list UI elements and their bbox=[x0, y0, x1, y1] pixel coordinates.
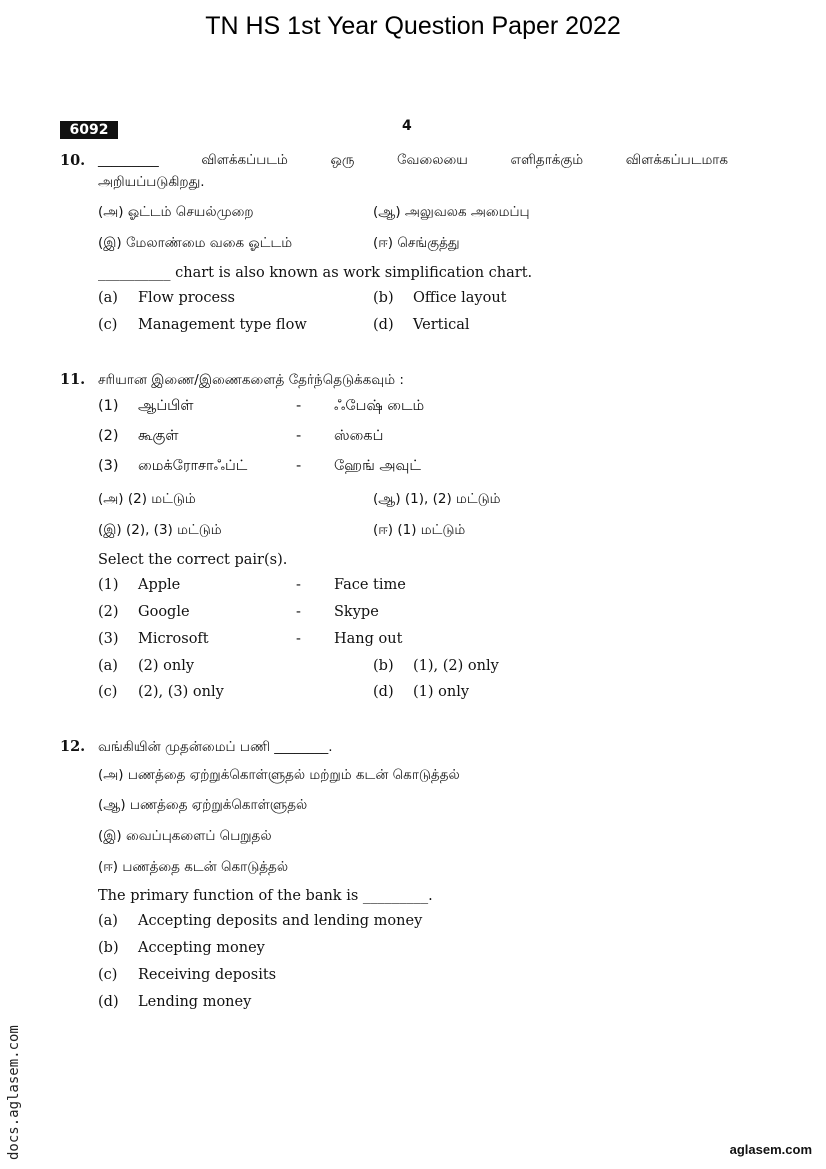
pair-row: (1) Apple - Face time bbox=[98, 577, 406, 593]
side-watermark: docs.aglasem.com bbox=[6, 1025, 22, 1160]
option: (b) Office layout bbox=[373, 290, 507, 306]
tamil-question: வங்கியின் முதன்மைப் பணி ________. bbox=[98, 739, 333, 755]
option: (c) Management type flow bbox=[98, 317, 307, 333]
word: எளிதாக்கும் bbox=[510, 152, 584, 168]
english-question: __________ chart is also known as work simplification chart. bbox=[98, 265, 533, 281]
option: (ஆ) அலுவலக அமைப்பு bbox=[373, 204, 530, 220]
option: (இ) மேலாண்மை வகை ஓட்டம் bbox=[98, 235, 293, 251]
word: விளக்கப்படமாக bbox=[625, 152, 728, 168]
tamil-question: சரியான இணை/இணைகளைத் தேர்ந்தெடுக்கவும் : bbox=[98, 372, 404, 388]
option: (d) (1) only bbox=[373, 684, 470, 700]
english-question: Select the correct pair(s). bbox=[98, 552, 288, 568]
pair-row: (2) Google - Skype bbox=[98, 604, 379, 620]
option: (ஆ) (1), (2) மட்டும் bbox=[373, 491, 501, 507]
option: (இ) வைப்புகளைப் பெறுதல் bbox=[98, 828, 272, 844]
option: (ஈ) (1) மட்டும் bbox=[373, 522, 466, 538]
word: விளக்கப்படம் bbox=[201, 152, 288, 168]
option: (அ) பணத்தை ஏற்றுக்கொள்ளுதல் மற்றும் கடன் கொடுத்தல் bbox=[98, 767, 460, 783]
question-number: 10. bbox=[60, 152, 86, 169]
question-number: 12. bbox=[60, 738, 86, 755]
option: (அ) ஓட்டம் செயல்முறை bbox=[98, 204, 254, 220]
english-options bbox=[98, 658, 740, 710]
english-question: The primary function of the bank is _________. bbox=[98, 888, 433, 904]
pair-row: (3) மைக்ரோசாஃப்ட் - ஹேங் அவுட் bbox=[98, 458, 421, 474]
pair-row: (3) Microsoft - Hang out bbox=[98, 631, 403, 647]
option: (ஆ) பணத்தை ஏற்றுக்கொள்ளுதல் bbox=[98, 797, 308, 813]
option: (c) (2), (3) only bbox=[98, 684, 224, 700]
option: (அ) (2) மட்டும் bbox=[98, 491, 196, 507]
question-12 bbox=[60, 737, 740, 1021]
footer-brand: aglasem.com bbox=[729, 1142, 812, 1157]
option: (இ) (2), (3) மட்டும் bbox=[98, 522, 222, 538]
option: (d) Lending money bbox=[98, 994, 252, 1010]
option: (c) Receiving deposits bbox=[98, 967, 277, 983]
tamil-question-line bbox=[98, 150, 728, 172]
word: ஒரு bbox=[330, 152, 355, 168]
tamil-question-cont: அறியப்படுகிறது. bbox=[98, 174, 205, 190]
english-options bbox=[98, 290, 740, 344]
word: வேலையை bbox=[396, 152, 468, 168]
option: (b) Accepting money bbox=[98, 940, 265, 956]
option: (ஈ) பணத்தை கடன் கொடுத்தல் bbox=[98, 859, 289, 875]
page-title: TN HS 1st Year Question Paper 2022 bbox=[205, 12, 621, 40]
question-10 bbox=[60, 150, 740, 344]
tamil-options bbox=[98, 202, 740, 263]
page-number: 4 bbox=[402, 118, 412, 134]
word: _________ bbox=[98, 152, 159, 168]
paper-code-badge: 6092 bbox=[60, 121, 118, 139]
option: (d) Vertical bbox=[373, 317, 470, 333]
option: (b) (1), (2) only bbox=[373, 658, 499, 674]
pair-row: (1) ஆப்பிள் - ஃபேஷ் டைம் bbox=[98, 398, 425, 414]
option: (a) Flow process bbox=[98, 290, 235, 306]
option: (a) (2) only bbox=[98, 658, 195, 674]
question-number: 11. bbox=[60, 371, 86, 388]
tamil-options bbox=[98, 489, 740, 550]
option: (a) Accepting deposits and lending money bbox=[98, 913, 423, 929]
question-11 bbox=[60, 370, 740, 710]
option: (ஈ) செங்குத்து bbox=[373, 235, 460, 251]
pair-row: (2) கூகுள் - ஸ்கைப் bbox=[98, 428, 384, 444]
